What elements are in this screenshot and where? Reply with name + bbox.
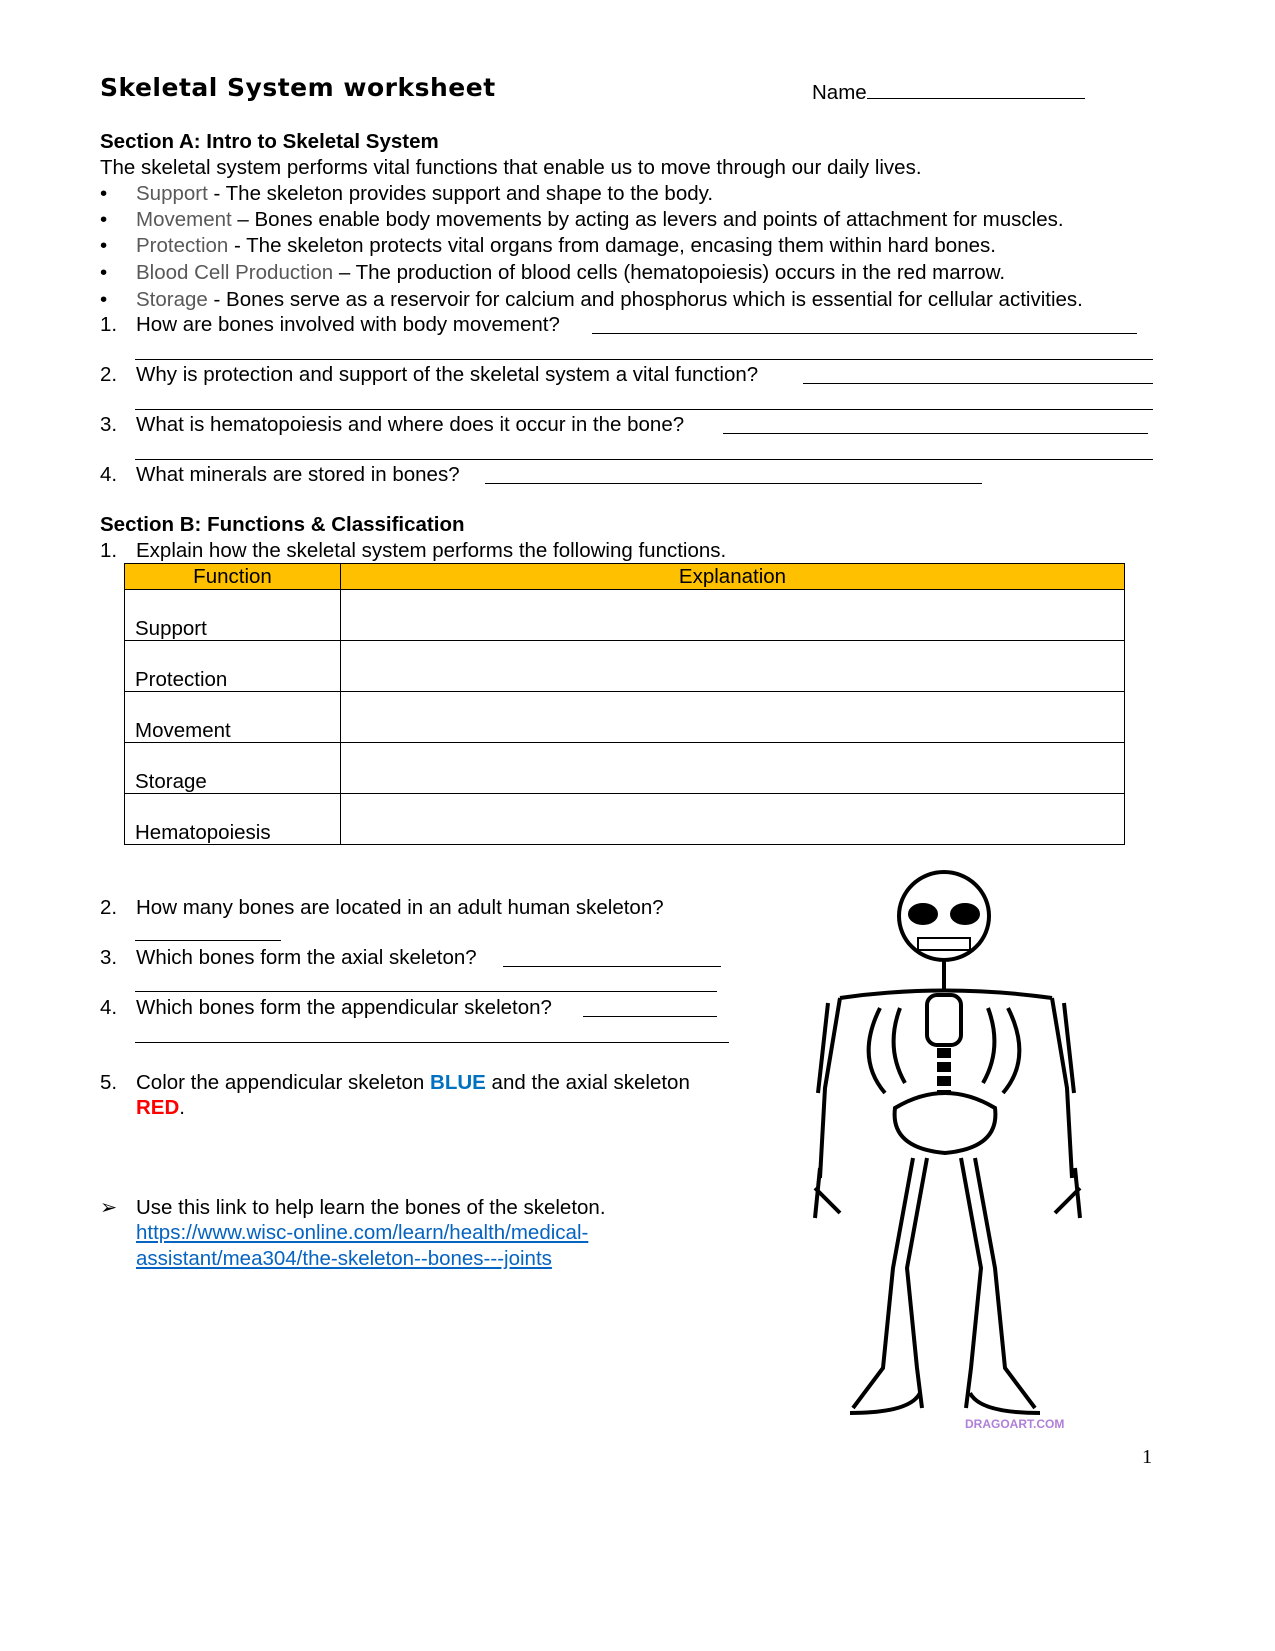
worksheet-title: Skeletal System worksheet [100,73,496,102]
answer-line[interactable] [135,991,717,992]
question-a3: 3. What is hematopoiesis and where does it occur in the bone? [100,413,685,436]
explanation-cell[interactable] [341,743,1125,794]
explanation-cell[interactable] [341,641,1125,692]
question-a2: 2. Why is protection and support of the skeletal system a vital function? [100,363,759,386]
question-b3: 3. Which bones form the axial skeleton? [100,946,477,969]
functions-table [124,563,1125,845]
explanation-cell[interactable] [341,590,1125,641]
skeleton-illustration [800,868,1090,1438]
answer-line[interactable] [135,1042,729,1043]
bullet-item: • Blood Cell Production – The production of blood cells (hematopoiesis) occurs in the red marrow. [100,261,1006,284]
answer-line[interactable] [803,383,1153,384]
explanation-cell[interactable] [341,794,1125,845]
answer-line[interactable] [503,966,721,967]
wisc-online-link-cont[interactable]: assistant/mea304/the-skeleton--bones---joints [136,1247,552,1270]
answer-line[interactable] [135,459,1153,460]
worksheet-page: Skeletal System worksheet Name Section A: Intro to Skeletal System The skeletal system performs vital functions that enable us to move through our daily lives. • Support - The skeleton provides support and shape to the body. • Movement – Bones enable body movements by acting as levers and points of attachment for muscles. • Protection - The skeleton protects vital organs from damage, encasing them within hard bones. • Blood Cell Production – The production of blood cells (hematopoiesis) occurs in the red marrow. • Storage - Bones serve as a reservoir for calcium and phosphorus which is essential for cellular activities. 1. How are bones involved with body movement? 2. Why is protection and support of the skeletal system a vital function? 3. What is hematopoiesis and where does it occur in the bone? 4. What minerals are stored in bones? Section B: Functions & Classification 1. Explain how the skeletal system performs the following functions. Function Explanation Support Protection Movement Storage Hematopoiesis 2. How many bones are located in an adult human skeleton? 3. Which bones form the axial skeleton? 4. Which bones form the appendicular skeleton? 5. Color the appendicular skeleton BLUE and the axial skeleton RED. ➢ Use this link to help learn the bones of the skeleton. https://www.wisc-online.com/learn/health/medical- assistant/mea304/the-skeleton--bones---joints DRAGOART.COM 1 [0,0,1275,1651]
question-b2: 2. How many bones are located in an adult human skeleton? [100,896,664,919]
link-hint: ➢ Use this link to help learn the bones of the skeleton. [100,1196,606,1219]
section-a-heading: Section A: Intro to Skeletal System [100,130,439,153]
answer-line[interactable] [723,433,1148,434]
page-number: 1 [1142,1446,1153,1468]
question-a1: 1. How are bones involved with body movement? [100,313,560,336]
bullet-item: • Storage - Bones serve as a reservoir for calcium and phosphorus which is essential for cellular activities. [100,288,1083,311]
table-row: Support [125,590,1125,641]
arrow-bullet-icon: ➢ [100,1196,118,1219]
answer-line[interactable] [135,940,281,941]
answer-line[interactable] [583,1016,717,1017]
answer-line[interactable] [592,333,1137,334]
question-a4: 4. What minerals are stored in bones? [100,463,460,486]
answer-line[interactable] [135,409,1153,410]
bullet-item: • Support - The skeleton provides support and shape to the body. [100,182,714,205]
answer-line[interactable] [135,359,1153,360]
red-label: RED [136,1096,180,1119]
section-a-intro: The skeletal system performs vital functions that enable us to move through our daily lives. [100,156,922,179]
explanation-cell[interactable] [341,692,1125,743]
watermark: DRAGOART.COM [965,1417,1065,1431]
question-b1: 1. Explain how the skeletal system performs the following functions. [100,539,727,562]
question-b4: 4. Which bones form the appendicular skeleton? [100,996,552,1019]
answer-line[interactable] [485,483,982,484]
section-b-heading: Section B: Functions & Classification [100,513,465,536]
table-row: Hematopoiesis [125,794,1125,845]
header-explanation: Explanation [341,564,1125,590]
bullet-item: • Movement – Bones enable body movements by acting as levers and points of attachment for muscles. [100,208,1064,231]
question-b5: 5. Color the appendicular skeleton BLUE and the axial skeleton [100,1071,690,1094]
header-function: Function [125,564,341,590]
name-label: Name [812,81,867,104]
table-row: Protection [125,641,1125,692]
table-row: Movement [125,692,1125,743]
bullet-item: • Protection - The skeleton protects vital organs from damage, encasing them within hard bones. [100,234,996,257]
name-field[interactable] [812,80,1085,105]
wisc-online-link[interactable]: https://www.wisc-online.com/learn/health/medical- [136,1221,589,1244]
table-row: Storage [125,743,1125,794]
